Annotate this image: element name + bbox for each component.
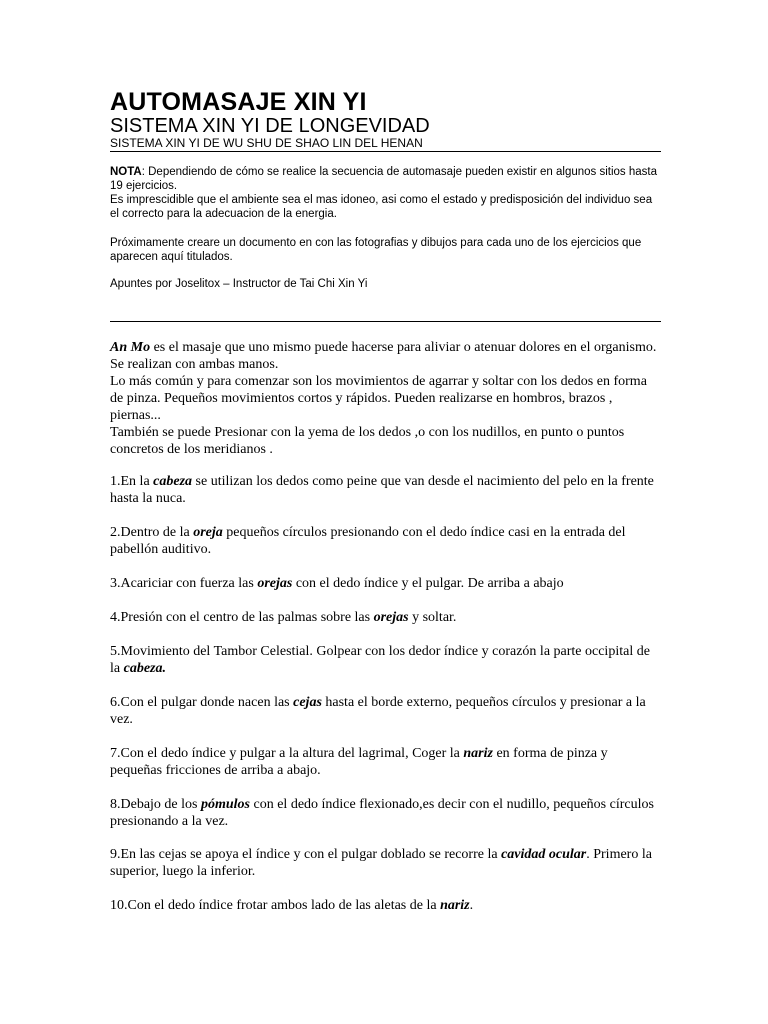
document-subtitle: SISTEMA XIN YI DE LONGEVIDAD	[110, 115, 430, 137]
author-text: Apuntes por Joselitox – Instructor de Tai Chi Xin Yi	[110, 278, 368, 290]
exercise-pre: 3.Acariciar con fuerza las	[110, 576, 258, 591]
intro-text: es el masaje que uno mismo puede hacerse para aliviar o atenuar dolores en el organismo. Se realizan con ambas manos.	[110, 340, 657, 372]
exercise-post: en forma de pinza y pequeñas fricciones de arriba a abajo.	[110, 746, 608, 778]
exercise-4	[110, 609, 661, 626]
exercise-2	[110, 524, 661, 558]
nota-label: NOTA	[110, 166, 142, 178]
exercise-text	[110, 694, 661, 728]
nota-text: : Dependiendo de cómo se realice la secuencia de automasaje pueden existir en algunos sitios hasta 19 ejercicios.	[110, 166, 658, 192]
nota-section	[110, 165, 661, 221]
intro-paragraph	[110, 339, 661, 373]
exercise-post: hasta el borde externo, pequeños círculos y presionar a la vez.	[110, 695, 646, 727]
exercise-keyword: cejas	[293, 695, 322, 710]
upcoming-note	[110, 236, 661, 264]
exercise-keyword: cabeza	[153, 474, 193, 489]
exercise-text	[110, 897, 661, 914]
exercise-text	[110, 796, 661, 830]
exercise-keyword: nariz	[463, 746, 493, 761]
exercise-3	[110, 575, 661, 592]
intro-paragraph-2: Lo más común y para comenzar son los movimientos de agarrar y soltar con los dedos en forma de pinza. Pequeños movimientos cortos y rápidos. Pueden realizarse en hombros, brazos , piernas...	[110, 374, 647, 423]
section-divider	[110, 321, 661, 322]
author-line	[110, 277, 661, 291]
exercise-8	[110, 796, 661, 830]
exercise-pre: 1.En la	[110, 474, 154, 489]
exercise-post: pequeños círculos presionando con el dedo índice casi en la entrada del pabellón auditivo.	[110, 525, 626, 557]
document-subheading: SISTEMA XIN YI DE WU SHU DE SHAO LIN DEL HENAN	[110, 136, 423, 150]
exercise-keyword: orejas	[373, 610, 409, 625]
exercise-text	[110, 643, 661, 677]
exercise-pre: 5.Movimiento del Tambor Celestial. Golpear con los dedor índice y corazón la parte occipital de la	[110, 644, 650, 676]
exercise-text	[110, 524, 661, 558]
intro-paragraph-3: También se puede Presionar con la yema de los dedos ,o con los nudillos, en punto o puntos concretos de los meridianos .	[110, 425, 625, 457]
exercise-text	[110, 846, 661, 880]
nota-paragraph-2: Es imprescidible que el ambiente sea el mas idoneo, asi como el estado y predisposición del individuo sea el correcto para la adecuacion de la energia.	[110, 194, 653, 220]
exercise-keyword: cabeza.	[123, 661, 166, 676]
exercise-pre: 4.Presión con el centro de las palmas sobre las	[110, 610, 374, 625]
exercise-post: .	[469, 898, 474, 913]
exercise-10	[110, 897, 661, 914]
exercise-9	[110, 846, 661, 880]
exercise-text	[110, 575, 661, 592]
nota-paragraph	[110, 165, 661, 193]
document-title: AUTOMASAJE XIN YI	[110, 88, 367, 116]
exercise-text	[110, 745, 661, 779]
an-mo-term: An Mo	[110, 340, 151, 355]
exercise-post: . Primero la superior, luego la inferior.	[110, 847, 652, 879]
exercise-keyword: oreja	[193, 525, 223, 540]
exercise-5	[110, 643, 661, 677]
exercise-1	[110, 473, 661, 507]
exercise-pre: 6.Con el pulgar donde nacen las	[110, 695, 294, 710]
exercise-post: con el dedo índice flexionado,es decir con el nudillo, pequeños círculos presionando a la vez.	[110, 797, 654, 829]
exercise-text	[110, 473, 661, 507]
exercise-pre: 10.Con el dedo índice frotar ambos lado de las aletas de la	[110, 898, 441, 913]
exercise-keyword: pómulos	[200, 797, 250, 812]
exercise-keyword: nariz	[440, 898, 470, 913]
exercise-keyword: cavidad ocular	[501, 847, 587, 862]
exercise-keyword: orejas	[257, 576, 293, 591]
exercise-post: y soltar.	[408, 610, 457, 625]
upcoming-paragraph: Próximamente creare un documento en con las fotografias y dibujos para cada uno de los ejercicios que aparecen aquí titulados.	[110, 237, 642, 263]
header-divider	[110, 151, 661, 152]
exercise-pre: 9.En las cejas se apoya el índice y con el pulgar doblado se recorre la	[110, 847, 502, 862]
exercise-post: con el dedo índice y el pulgar. De arriba a abajo	[292, 576, 564, 591]
exercise-pre: 2.Dentro de la	[110, 525, 194, 540]
exercise-7	[110, 745, 661, 779]
intro-section	[110, 339, 661, 458]
exercise-pre: 8.Debajo de los	[110, 797, 201, 812]
exercise-6	[110, 694, 661, 728]
exercise-post: se utilizan los dedos como peine que van desde el nacimiento del pelo en la frente hasta la nuca.	[110, 474, 654, 506]
exercise-pre: 7.Con el dedo índice y pulgar a la altura del lagrimal, Coger la	[110, 746, 464, 761]
exercise-text	[110, 609, 661, 626]
